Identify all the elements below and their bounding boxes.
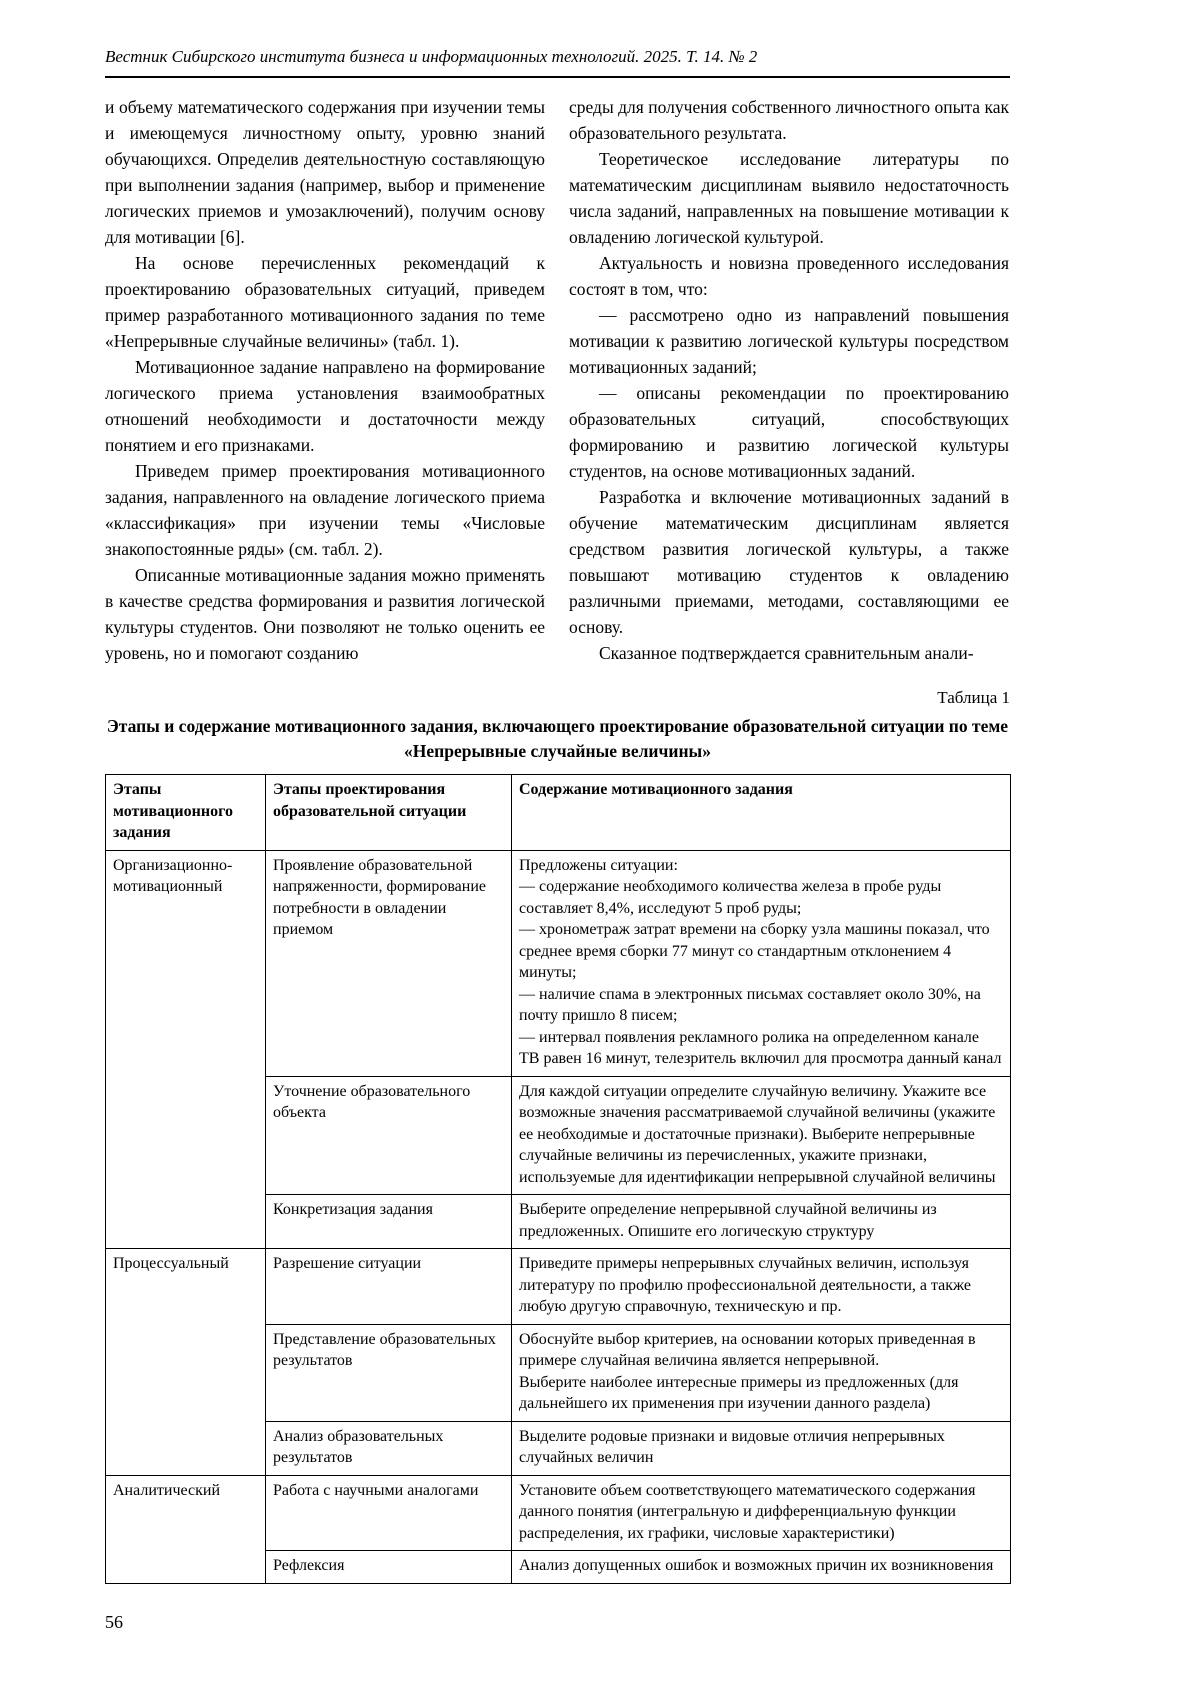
content-cell: Обоснуйте выбор критериев, на основании которых приведенная в примере случайная величина является непрерывной. Выберите наиболее интересные примеры из предложенных (для дальнейшего их применения при изучении данного раздела) [512, 1324, 1011, 1421]
step-cell: Проявление образовательной напряженности, формирование потребности в овладении приемом [266, 850, 512, 1076]
paragraph: Мотивационное задание направлено на формирование логического приема установления взаимообратных отношений необходимости и достаточности между понятием и его признаками. [105, 357, 545, 455]
journal-header: Вестник Сибирского института бизнеса и информационных технологий. 2025. Т. 14. № 2 [105, 47, 758, 66]
step-cell: Конкретизация задания [266, 1195, 512, 1249]
column-header-content: Содержание мотивационного задания [512, 775, 1011, 851]
paragraph: Сказанное подтверждается сравнительным анали- [599, 643, 974, 663]
content-cell: Предложены ситуации: — содержание необходимого количества железа в пробе руды составляет 8,4%, исследуют 5 проб руды; — хронометраж затрат времени на сборку узла машины показал, что среднее время сборки 77 минут со стандартным отклонением 4 минуты; — наличие спама в электронных письмах составляет около 30%, на почту пришло 8 писем; — интервал появления рекламного ролика на определенном канале ТВ равен 16 минут, телезритель включил для просмотра данный канал [512, 850, 1011, 1076]
table-row [106, 1249, 1011, 1325]
paragraph: Актуальность и новизна проведенного исследования состоят в том, что: [569, 253, 1009, 299]
content-cell: Приведите примеры непрерывных случайных величин, используя литературу по профилю профессиональной деятельности, а также любую другую справочную, техническую и пр. [512, 1249, 1011, 1325]
paragraph: — рассмотрено одно из направлений повышения мотивации к развитию логической культуры посредством мотивационных заданий; [569, 305, 1009, 377]
step-cell: Представление образовательных результатов [266, 1324, 512, 1421]
stage-name-cell: Аналитический [106, 1475, 266, 1583]
table-title: Этапы и содержание мотивационного задания, включающего проектирование образовательной ситуации по теме «Непрерывные случайные величины» [106, 716, 1009, 761]
paragraph: и объему математического содержания при изучении темы и имеющемуся личностному опыту, уровню знаний обучающихся. Определив деятельностную составляющую при выполнении задания (например, выбор и применение логических приемов и умозаключений), получим основу для мотивации [6]. [105, 97, 545, 247]
motivational-task-table [105, 774, 1011, 1584]
paragraph: Описанные мотивационные задания можно применять в качестве средства формирования и развития логической культуры студентов. Они позволяют не только оценить ее уровень, но и помогают созданию [105, 565, 545, 663]
table-caption: Таблица 1 [937, 688, 1010, 707]
step-cell: Анализ образовательных результатов [266, 1421, 512, 1475]
page-number: 56 [105, 1611, 123, 1632]
content-cell: Выберите определение непрерывной случайной величины из предложенных. Опишите его логическую структуру [512, 1195, 1011, 1249]
left-column [105, 94, 545, 666]
table-row [106, 850, 1011, 1076]
paragraph: Теоретическое исследование литературы по математическим дисциплинам выявило недостаточность числа заданий, направленных на повышение мотивации к овладению логической культурой. [569, 149, 1009, 247]
table-header-row [106, 775, 1011, 851]
paragraph: Приведем пример проектирования мотивационного задания, направленного на овладение логического приема «классификация» при изучении темы «Числовые знакопостоянные ряды» (см. табл. 2). [105, 461, 545, 559]
paragraph: На основе перечисленных рекомендаций к проектированию образовательных ситуаций, приведем пример разработанного мотивационного задания по теме «Непрерывные случайные величины» (табл. 1). [105, 253, 545, 351]
right-column [569, 94, 1009, 666]
paragraph: Разработка и включение мотивационных заданий в обучение математическим дисциплинам является средством развития логической культуры, а также повышают мотивацию студентов к овладению различными приемами, методами, составляющими ее основу. [569, 487, 1009, 637]
content-cell: Выделите родовые признаки и видовые отличия непрерывных случайных величин [512, 1421, 1011, 1475]
step-cell: Рефлексия [266, 1551, 512, 1584]
step-cell: Работа с научными аналогами [266, 1475, 512, 1551]
table-row [106, 1475, 1011, 1551]
column-header-stage: Этапы мотивационного задания [106, 775, 266, 851]
content-cell: Установите объем соответствующего математического содержания данного понятия (интегральную и дифференциальную функции распределения, их графики, числовые характеристики) [512, 1475, 1011, 1551]
column-header-design-steps: Этапы проектирования образовательной ситуации [266, 775, 512, 851]
header-divider [105, 76, 1010, 78]
stage-name-cell: Процессуальный [106, 1249, 266, 1476]
paragraph: — описаны рекомендации по проектированию образовательных ситуаций, способствующих формированию и развитию логической культуры студентов, на основе мотивационных заданий. [569, 383, 1009, 481]
stage-name-cell: Организационно-мотивационный [106, 850, 266, 1249]
step-cell: Уточнение образовательного объекта [266, 1076, 512, 1195]
content-cell: Для каждой ситуации определите случайную величину. Укажите все возможные значения рассматриваемой случайной величины (укажите ее необходимые и достаточные признаки). Выберите непрерывные случайные величины из перечисленных, укажите признаки, используемые для идентификации непрерывной случайной величины [512, 1076, 1011, 1195]
body-columns [105, 94, 1010, 666]
page-content [105, 46, 1010, 1633]
step-cell: Разрешение ситуации [266, 1249, 512, 1325]
content-cell: Анализ допущенных ошибок и возможных причин их возникновения [512, 1551, 1011, 1584]
paragraph: среды для получения собственного личностного опыта как образовательного результата. [569, 97, 1009, 143]
